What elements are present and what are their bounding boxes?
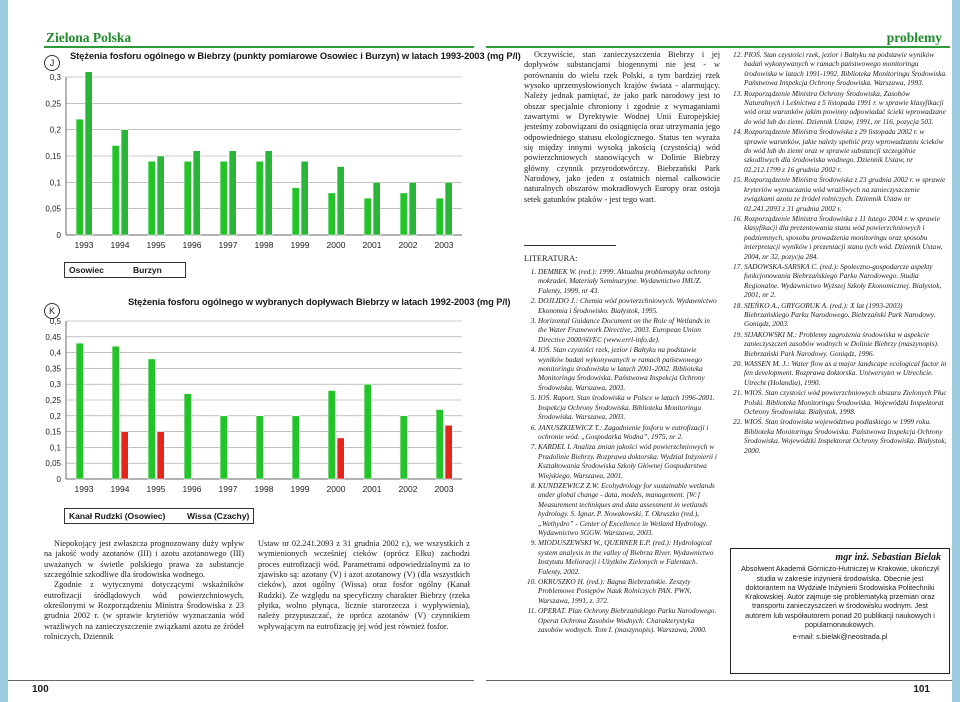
- references-col-2: [728, 50, 948, 456]
- reference-item: 13. Rozporządzenie Ministra Ochrony Środowiska, Zasobów Naturalnych i Leśnictwa z 5 listopada 1991 r. w sprawie klasyfikacji wód oraz warunków jakim powinny odpowiadać ścieki wprowadzane do wód lub do ziemi. Dziennik Ustaw, 1991, nr 116, pozycja 503.: [744, 89, 948, 127]
- chart-j: [36, 62, 472, 286]
- chart-j-letter: J: [44, 55, 60, 71]
- header-left: Zielona Polska: [46, 30, 132, 45]
- bar-series1: [184, 394, 191, 479]
- chart-k-svg: [36, 306, 472, 508]
- x-tick-label: 2001: [362, 240, 382, 250]
- chart-k: [36, 306, 472, 508]
- bar-series1: [328, 193, 335, 235]
- y-tick-label: 0,2: [49, 125, 61, 135]
- legend-kanal-rudzki: Kanał Rudzki (Osowiec): [69, 511, 166, 521]
- x-tick-label: 2000: [326, 484, 346, 494]
- bar-series1: [76, 119, 83, 235]
- x-tick-label: 1994: [110, 484, 130, 494]
- x-tick-label: 1995: [146, 484, 166, 494]
- x-tick-label: 2003: [434, 484, 454, 494]
- right-footer-rule: [486, 680, 952, 681]
- bar-series1: [400, 193, 407, 235]
- y-tick-label: 0,1: [49, 443, 61, 453]
- paragraph: Niepokojący jest zwłaszcza prognozowany duży wpływ na jakość wody azotanów (III) i azotu azotanowego (III) uważanych w świetle polskiego prawa za substancje szczególnie szkodliwe dla środowiska wodnego.: [44, 539, 244, 580]
- reference-item: 20. WASSEN M. J.: Water flow as a major landscape ecological factor in fen development. Rozprawa doktorska. Uniwersytet w Utrechcie. Utrecht (Holandia), 1990.: [744, 359, 948, 387]
- bar-series2: [157, 432, 164, 479]
- literature-rule: [524, 245, 616, 246]
- x-tick-label: 2002: [398, 240, 418, 250]
- reference-item: 19. SIJAKOWSKI M.: Problemy zagrożenia środowiska w aspekcie zanieczyszczeń zasobów wodnych w Dolinie Biebrzy (maszynopis). Biebrzański Park Narodowy. Goniądz, 1996.: [744, 330, 948, 358]
- bar-series2: [337, 438, 344, 479]
- reference-item: 17. SADOWSKA-SARSKA C. (red.): Społeczno-gospodarcze aspekty funkcjonowania Biebrzańskiego Parku Narodowego. Studia Regionalne. Wydawnictwo Wyższej Szkoły Ekonomicznej. Białystok, 2001, nr 2.: [744, 262, 948, 300]
- chart-k-letter: K: [44, 303, 60, 319]
- x-tick-label: 2000: [326, 240, 346, 250]
- bar-series1: [220, 416, 227, 479]
- bar-series1: [148, 161, 155, 235]
- bar-series1: [148, 359, 155, 479]
- right-page-edge: [952, 0, 960, 702]
- y-tick-label: 0,25: [45, 99, 61, 109]
- y-tick-label: 0: [56, 231, 61, 240]
- x-tick-label: 1995: [146, 240, 166, 250]
- y-tick-label: 0,35: [45, 364, 61, 374]
- bar-series1: [292, 188, 299, 235]
- x-tick-label: 2002: [398, 484, 418, 494]
- reference-item: 4. IOŚ. Stan czystości rzek, jezior i Bałtyku na podstawie wyników badań wykonywanych w ramach państwowego monitoringu środowiska w latach 2001-2002. Biblioteka Monitoringu Środowiska. Państwowa Inspekcja Ochrony Środowiska. Warszawa, 2003.: [538, 345, 720, 392]
- bar-series2: [301, 161, 308, 235]
- reference-item: 8. KUNDZEWICZ Z.W. Ecohydrology for sustainable wetlands under global change - data, models, management. [W:] Measurement techniques and data assessment in wetlands hydrology. S. Ignar, P. Nowakowski, T. Okruszko (red.), „Wethydro” - Center of Excellence in Wetland Hydrology. Wydawnictwo SGGW. Warszawa, 2003.: [538, 481, 720, 537]
- left-footer-rule: [8, 680, 474, 681]
- left-text-col-2: [258, 539, 470, 632]
- reference-item: 1. DEMBEK W. (red.): 1999. Aktualna problematyka ochrony mokradeł. Materiały Seminaryjne. Wydawnictwo IMUZ. Falenty, 1999, nr 43.: [538, 267, 720, 295]
- reference-item: 16. Rozporządzenie Ministra Środowiska z 11 lutego 2004 r. w sprawie klasyfikacji dla prezentowania stanu wód powierzchniowych i podziemnych, sposobu prowadzenia monitoringu oraz sposobu interpretacji wyników i prezentacji stanu tych wód. Dziennik Ustaw, 2004, nr 32, pozycja 284.: [744, 214, 948, 261]
- page-number-right: 101: [913, 684, 930, 695]
- page-number-left: 100: [32, 684, 49, 695]
- references-list-a: [522, 267, 720, 634]
- header-right: problemy: [886, 30, 942, 45]
- reference-item: 3. Horizontal Guidance Document on the Role of Wetlands in the Water Framework Directive, 2003. European Union Directive 2000/60/EC (www.errl-info.de).: [538, 316, 720, 344]
- y-tick-label: 0: [56, 475, 61, 484]
- reference-item: 14. Rozporządzenie Ministra Środowiska z 29 listopada 2002 r. w sprawie warunków, jakie należy spełnić przy wprowadzaniu ścieków do wód lub do ziemi oraz w sprawie substancji szczególnie szkodliwych dla środowiska wodnego. Dziennik Ustaw, nr 02.212.1799 z 16 grudnia 2002 r.: [744, 127, 948, 174]
- reference-item: 11. OPERAT. Plan Ochrony Biebrzańskiego Parku Narodowego. Operat Ochrona Zasobów Wodnych. Charakterystyka zasobów wodnych. Tom I. (maszynopis). Warszawa, 2000.: [538, 606, 720, 634]
- header-rule-left: [44, 46, 474, 48]
- bar-series2: [445, 425, 452, 479]
- left-text-col-1: [44, 539, 244, 642]
- reference-item: 12. PIOŚ. Stan czystości rzek, jezior i Bałtyku na podstawie wyników badań wykonywanych w ramach państwowego monitoringu środowiska w latach 1991-1992. Biblioteka Monitoringu Środowiska. Państwowa Inspekcja Ochrony Środowiska. Warszawa, 1993.: [744, 50, 948, 88]
- literature-title: LITERATURA:: [524, 254, 578, 263]
- bar-series1: [184, 161, 191, 235]
- bar-series2: [229, 151, 236, 235]
- x-tick-label: 1994: [110, 240, 130, 250]
- author-bio: Absolwent Akademii Górniczo-Hutniczej w Krakowie, ukończył studia w zakresie inżynierii środowiska. Obecnie jest doktorantem na Wydziale Inżynierii Środowiska Politechniki Krakowskiej. Autor zajmuje się problematyką przemian oraz transportu zanieczyszczeń w środowisku wodnym. Jest autorem lub współautorem ponad 20 publikacji naukowych i popularnonaukowych.: [741, 564, 939, 630]
- bar-series2: [265, 151, 272, 235]
- x-tick-label: 2001: [362, 484, 382, 494]
- legend-osowiec: Osowiec: [69, 265, 104, 275]
- references-list-b: [728, 50, 948, 455]
- reference-item: 7. KARDEL I. Analiza zmian jakości wód powierzchniowych w Pradolinie Biebrzy. Rozprawa doktorska. Wydział Inżynierii i Kształtowania Środowiska Szkoły Głównej Gospodarstwa Wiejskiego. Warszawa, 2001.: [538, 442, 720, 480]
- bar-series1: [256, 161, 263, 235]
- paragraph: Oczywiście, stan zanieczyszczenia Biebrzy i jej dopływów substancjami biogennymi nie jest - w porównaniu do wielu rzek Polski, a tym bardziej rzek wysoko uprzemysłowionych krajów świata - alarmujący. Należy jednak pamiętać, że jako park narodowy jest to obszar specjalnie chroniony i zgodnie z wymaganiami zawartymi w Dyrektywie Wodnej Unii Europejskiej jesteśmy zobowiązani do osiągnięcia oraz utrzymania jego odpowiedniego statusu ekologicznego. Status ten wyraża się między innymi wysoką jakością (czystością) wód powierzchniowych stanowiących w Dolinie Biebrzy główny czynnik przyrodotwórczy. Biebrzański Park Narodowy, jako jeden z ostatnich niemal całkowicie naturalnych obszarów mokradłowych Europy oraz ostoja setek gatunków ptaków - jest tego wart.: [524, 50, 720, 204]
- chart-k-title: Stężenia fosforu ogólnego w wybranych dopływach Biebrzy w latach 1992-2003 (mg P/l): [128, 296, 511, 307]
- paragraph: Ustaw nr 02.241.2093 z 31 grudnia 2002 r.), we wszystkich z wymienionych wcześniej cieków (oprócz Ełku) zachodzi proces eutrofizacji wód. Parametrami odpowiedzialnymi za to zjawisko są: azotany (V) i azot azotanowy (V) (dla wszystkich cieków), azot ogólny (Wissa) oraz fosfor ogólny (Kanał Rudzki). Ze względu na specyficzny charakter Biebrzy (rzeka płytka, wolno płynąca, licznie starorzecza i wypływienia), należy przypuszczać, że oprócz azotanów (V) czynnikiem wpływającym na eutrofizację jej wód jest również fosfor.: [258, 539, 470, 631]
- bar-series2: [157, 156, 164, 235]
- bar-series2: [409, 182, 416, 235]
- y-tick-label: 0,15: [45, 427, 61, 437]
- bar-series1: [76, 343, 83, 479]
- x-tick-label: 1996: [182, 240, 202, 250]
- x-tick-label: 2003: [434, 240, 454, 250]
- bar-series1: [364, 198, 371, 235]
- reference-item: 5. IOŚ. Raport. Stan środowiska w Polsce w latach 1996-2001. Inspekcja Ochrony Środowiska. Biblioteka Monitoringu Środowiska. Warszawa, 2003.: [538, 393, 720, 421]
- bar-series1: [364, 384, 371, 479]
- x-tick-label: 1996: [182, 484, 202, 494]
- bar-series1: [436, 409, 443, 479]
- bar-series1: [220, 161, 227, 235]
- reference-item: 6. JANUSZKIEWICZ T.: Zagadnienie fosforu w eutrofizacji i ochronie wód. „Gospodarka Wodna”, 1975, nr 2.: [538, 423, 720, 442]
- y-tick-label: 0,05: [45, 459, 61, 469]
- reference-item: 18. SIEŃKO A., GRYGORUK A. (red.): X lat (1993-2003) Biebrzańskiego Parku Narodowego. Biebrzański Park Narodowy. Goniądz, 2003.: [744, 301, 948, 329]
- paragraph: Zgodnie z wytycznymi dotyczącymi wskaźników eutrofizacji śródlądowych wód powierzchniowych, określonymi w Rozporządzeniu Ministra Środowiska z 23 grudnia 2002 r. (w sprawie kryteriów wyznaczania wód wrażliwych na zanieczyszczenie związkami azotu ze źródeł rolniczych, Dziennik: [44, 580, 244, 642]
- right-text-col-1: [524, 50, 720, 205]
- legend-burzyn: Burzyn: [133, 265, 162, 275]
- bar-series2: [193, 151, 200, 235]
- y-tick-label: 0,45: [45, 332, 61, 342]
- bar-series2: [121, 432, 128, 479]
- x-tick-label: 1999: [290, 240, 310, 250]
- bar-series2: [445, 182, 452, 235]
- y-tick-label: 0,25: [45, 396, 61, 405]
- bar-series2: [337, 167, 344, 235]
- bar-series1: [328, 391, 335, 479]
- reference-item: 9. MIODUSZEWSKI W., QUERNER E.P. (red.): Hydrological system analysis in the valley of Biebrza River. Wydawnictwo Instytutu Melioracji i Użytków Zielonych w Falentach. Falenty, 2002.: [538, 538, 720, 576]
- y-tick-label: 0,3: [49, 73, 61, 82]
- y-tick-label: 0,15: [45, 152, 61, 161]
- reference-item: 10. OKRUSZKO H. (red.): Bagna Biebrzańskie. Zeszyty Problemowe Postępów Nauk Rolniczych PAN. PWN, Warszawa, 1991, z. 372.: [538, 577, 720, 605]
- legend-wissa: Wissa (Czachy): [187, 511, 250, 521]
- header-rule-right: [486, 46, 950, 48]
- chart-j-svg: [36, 62, 472, 286]
- reference-item: 21. WIOŚ. Stan czystości wód powierzchniowych obszaru Zielonych Płuc Polski. Biblioteka Monitoringu Środowiska. Wojewódzki Inspektorat Ochrony Środowiska. Białystok, 1998.: [744, 388, 948, 416]
- y-tick-label: 0,5: [49, 317, 61, 326]
- chart-j-legend: [64, 262, 186, 278]
- bar-series1: [256, 416, 263, 479]
- y-tick-label: 0,3: [49, 380, 61, 390]
- author-name: mgr inż. Sebastian Bielak: [835, 552, 941, 563]
- left-page-edge: [0, 0, 8, 702]
- x-tick-label: 1999: [290, 484, 310, 494]
- references-col-1: [522, 267, 720, 635]
- chart-j-title: Stężenia fosforu ogólnego w Biebrzy (punkty pomiarowe Osowiec i Burzyn) w latach 1993-2003 (mg P/l): [70, 50, 521, 61]
- chart-k-legend: [64, 508, 254, 524]
- bar-series1: [436, 198, 443, 235]
- x-tick-label: 1993: [74, 240, 94, 250]
- bar-series1: [400, 416, 407, 479]
- author-box: [730, 548, 950, 674]
- bar-series2: [85, 72, 92, 235]
- x-tick-label: 1997: [218, 484, 238, 494]
- bar-series1: [112, 346, 119, 479]
- bar-series2: [373, 182, 380, 235]
- bar-series1: [292, 416, 299, 479]
- x-tick-label: 1998: [254, 240, 274, 250]
- reference-item: 2. DOJLIDO J.: Chemia wód powierzchniowych. Wydawnictwo Ekonomia i Środowisko. Białystok, 1995.: [538, 296, 720, 315]
- y-tick-label: 0,4: [49, 348, 61, 358]
- author-email: e-mail: s.bielak@neostrada.pl: [792, 632, 888, 642]
- bar-series2: [121, 130, 128, 235]
- reference-item: 15. Rozporządzenie Ministra Środowiska z 23 grudnia 2002 r. w sprawie kryteriów wyznaczania wód wrażliwych na zanieczyszczenie związkami azotu ze źródeł rolniczych. Dziennik Ustaw nr 02.241.2093 z 31 grudnia 2002 r.: [744, 175, 948, 213]
- y-tick-label: 0,05: [45, 204, 61, 214]
- x-tick-label: 1993: [74, 484, 94, 494]
- x-tick-label: 1997: [218, 240, 238, 250]
- reference-item: 22. WIOŚ. Stan środowiska województwa podlaskiego w 1999 roku. Biblioteka Monitoringu Środowiska. Państwowa Inspekcja Ochrony Środowiska. Wojewódzki Inspektorat Ochrony Środowiska. Białystok, 2000.: [744, 417, 948, 455]
- y-tick-label: 0,1: [49, 178, 61, 188]
- bar-series1: [112, 145, 119, 235]
- x-tick-label: 1998: [254, 484, 274, 494]
- y-tick-label: 0,2: [49, 411, 61, 421]
